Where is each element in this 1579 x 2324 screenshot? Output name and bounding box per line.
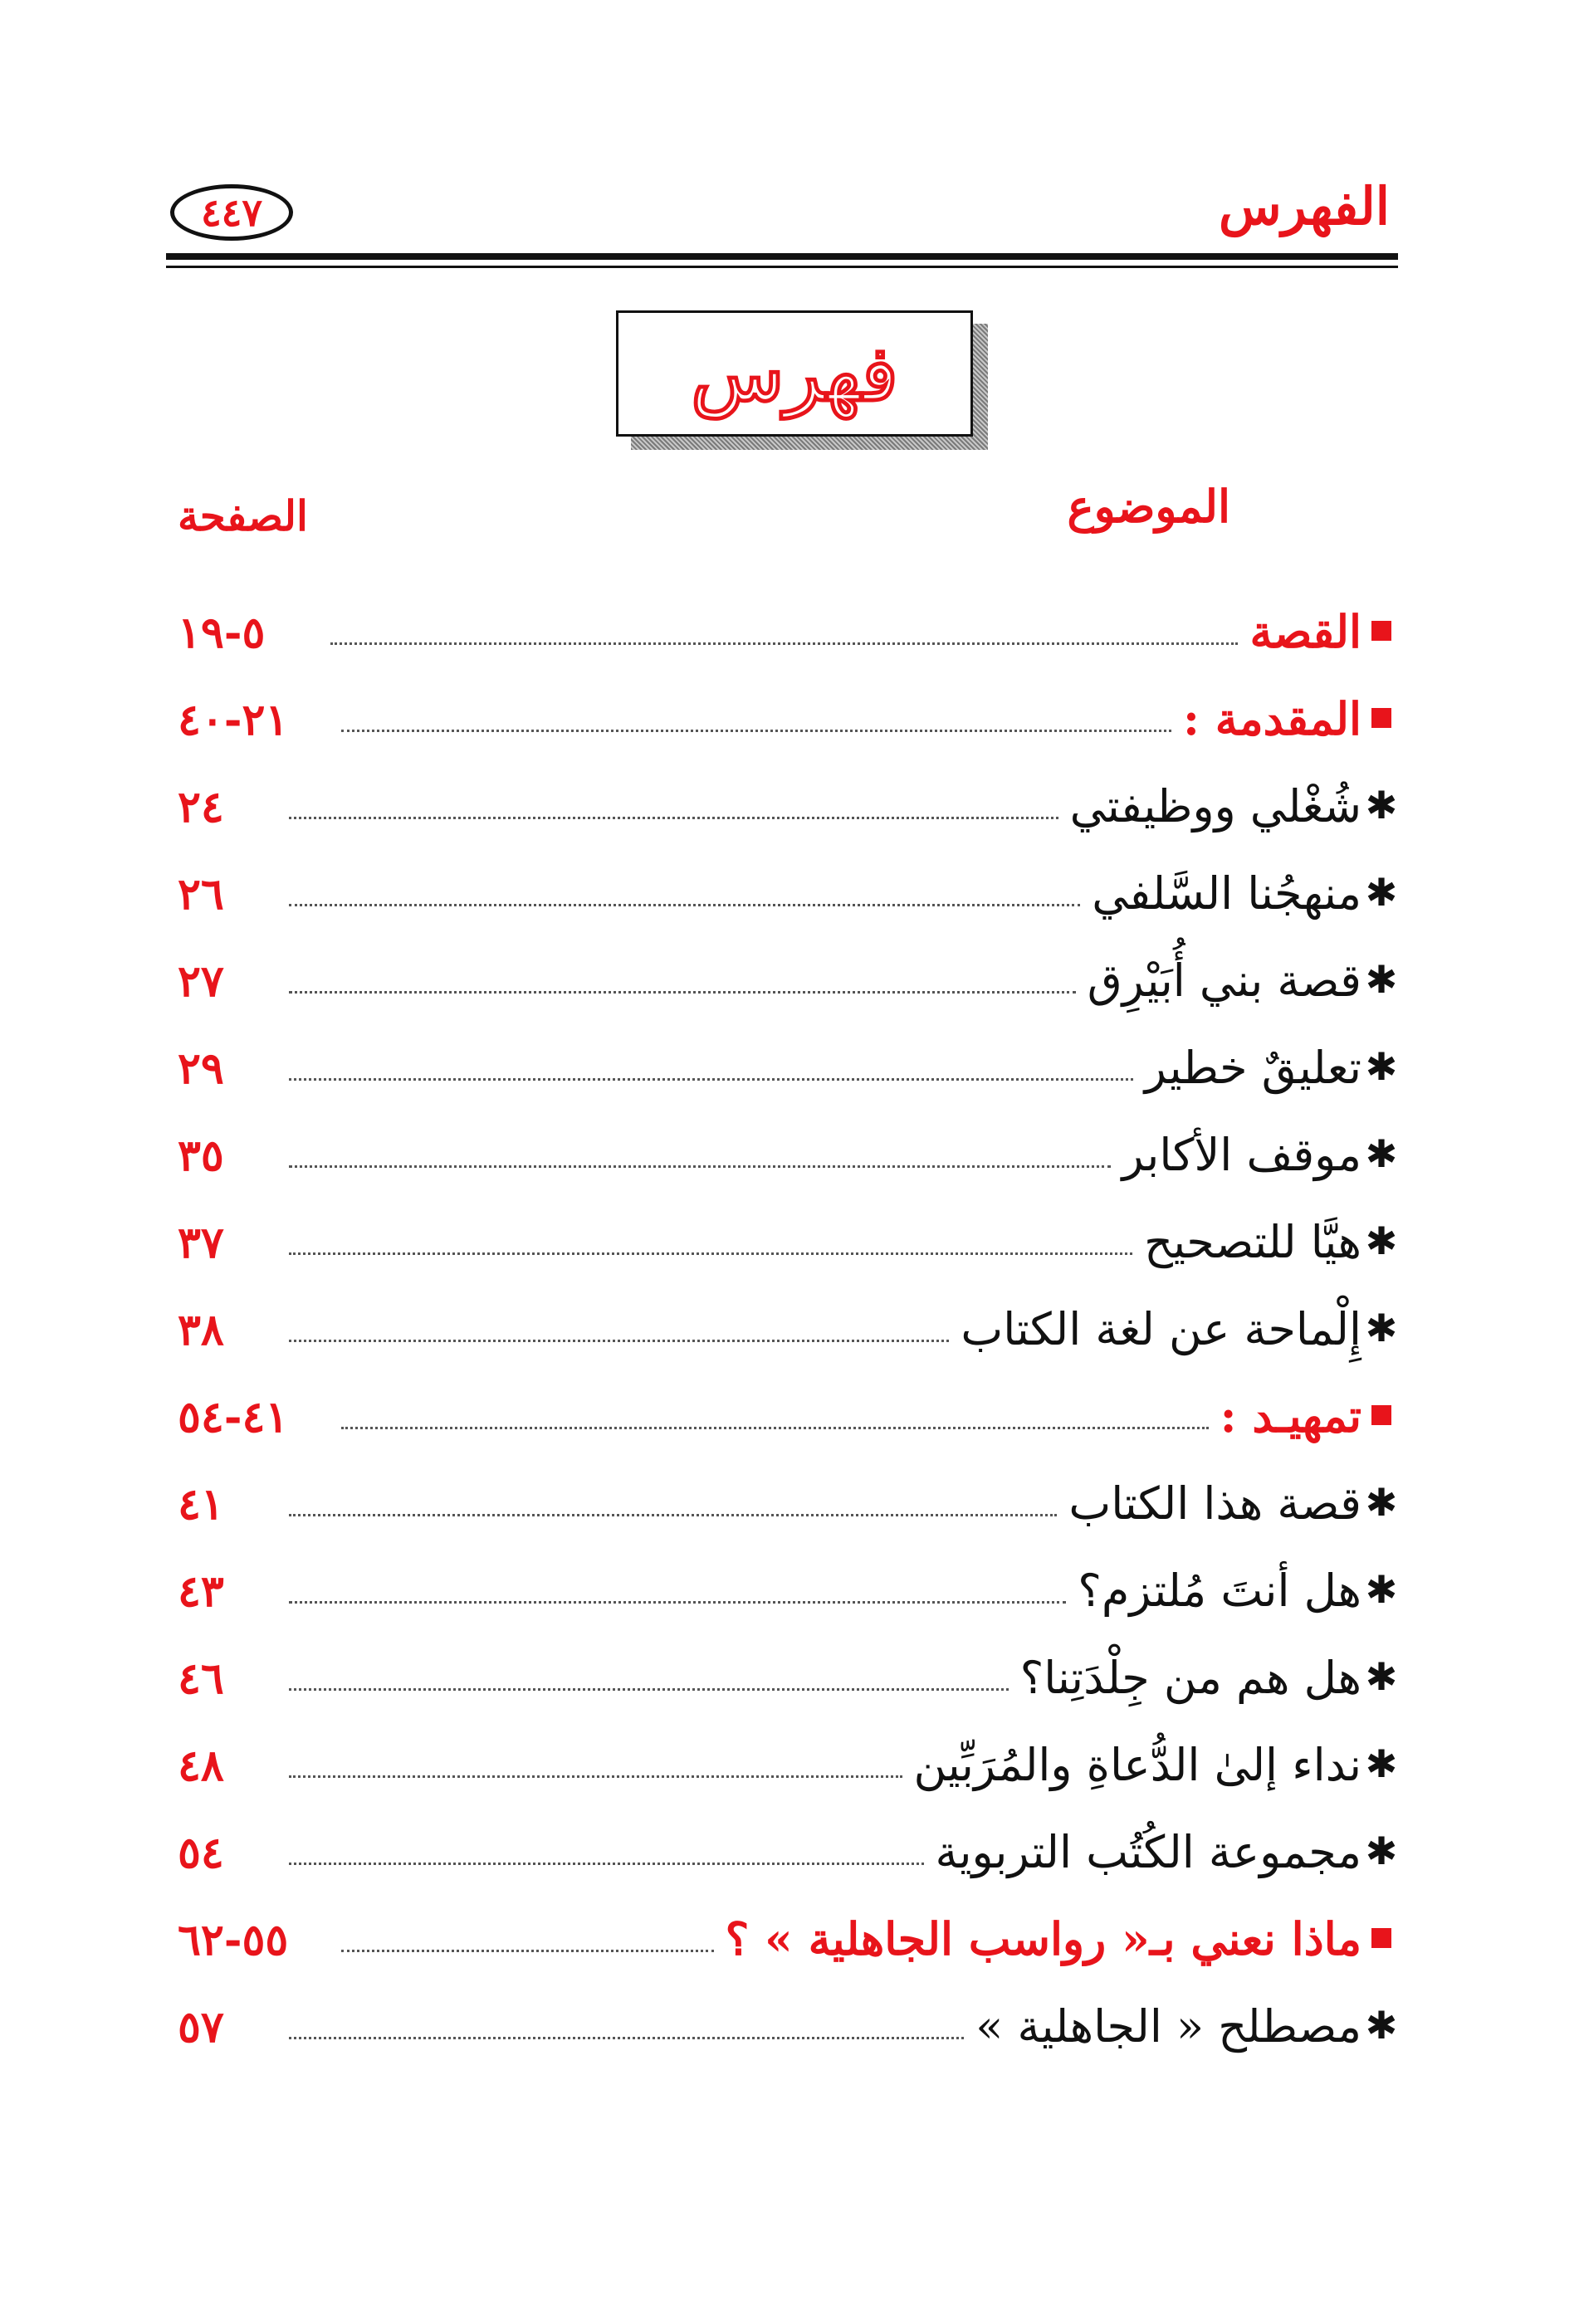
toc-entry-label: القصة	[1249, 604, 1361, 658]
toc-entry-page: ٥٤	[178, 1828, 224, 1878]
dot-leader	[341, 1949, 713, 1952]
toc-entry-page: ٥٥-٦٢	[178, 1915, 289, 1965]
toc-entry-label: تعليقٌ خطير	[1144, 1041, 1361, 1094]
toc-entry-page: ٢٧	[178, 956, 224, 1007]
dot-leader	[289, 1687, 1009, 1691]
toc-entry-label: منهجُنا السَّلفي	[1092, 867, 1361, 920]
asterisk-bullet-icon: ✱	[1365, 1218, 1398, 1263]
toc-item-row[interactable]	[178, 1967, 1401, 2054]
toc-section-row[interactable]	[178, 660, 1401, 747]
toc-entry-page: ٢٩	[178, 1043, 224, 1094]
toc-entry-label: قصة هذا الكتاب	[1068, 1477, 1361, 1530]
dot-leader	[289, 1077, 1133, 1081]
asterisk-bullet-icon	[1361, 950, 1401, 1008]
dot-leader	[289, 903, 1080, 906]
asterisk-bullet-icon	[1361, 1038, 1401, 1096]
toc-section-row[interactable]	[178, 1357, 1401, 1444]
toc-entry-page: ٤١-٥٤	[178, 1392, 289, 1443]
asterisk-bullet-icon	[1361, 776, 1401, 834]
dot-leader	[341, 1426, 1208, 1429]
asterisk-bullet-icon: ✱	[1365, 1741, 1398, 1786]
asterisk-bullet-icon	[1361, 1125, 1401, 1183]
dot-leader	[289, 1164, 1111, 1168]
toc-entry-label: موقف الأكابر	[1122, 1128, 1361, 1181]
column-header-page: الصفحة	[178, 491, 308, 540]
table-of-contents	[178, 573, 1401, 2054]
toc-entry-page: ٣٧	[178, 1218, 224, 1268]
header-rule-thick	[166, 253, 1398, 260]
dot-leader	[289, 1600, 1066, 1604]
asterisk-bullet-icon	[1361, 1996, 1401, 2054]
asterisk-bullet-icon	[1361, 863, 1401, 921]
red-square-bullet-icon	[1361, 1909, 1401, 1967]
asterisk-bullet-icon: ✱	[1365, 1567, 1398, 1612]
dot-leader	[289, 1513, 1057, 1516]
toc-item-row[interactable]	[178, 1183, 1401, 1270]
toc-entry-label: هيَّا للتصحيح	[1144, 1215, 1361, 1268]
red-square-bullet-icon	[1371, 1928, 1391, 1948]
red-square-bullet-icon	[1361, 689, 1401, 747]
toc-entry-page: ٢١-٤٠	[178, 695, 289, 745]
red-square-bullet-icon	[1361, 602, 1401, 660]
toc-item-row[interactable]	[178, 1706, 1401, 1793]
red-square-bullet-icon	[1371, 621, 1391, 641]
toc-item-row[interactable]	[178, 921, 1401, 1008]
toc-entry-page: ٣٥	[178, 1130, 224, 1181]
asterisk-bullet-icon: ✱	[1365, 1044, 1398, 1089]
toc-entry-label: المقدمة :	[1183, 691, 1361, 745]
toc-entry-label: هل هم من جِلْدَتِنا؟	[1019, 1651, 1361, 1704]
red-square-bullet-icon	[1371, 708, 1391, 728]
toc-entry-label: نداء إلىٰ الدُّعاةِ والمُرَبِّين	[913, 1738, 1361, 1791]
toc-entry-label: ماذا نعني بـ« رواسب الجاهلية » ؟	[725, 1911, 1361, 1965]
asterisk-bullet-icon: ✱	[1365, 1654, 1398, 1699]
toc-entry-page: ٥٧	[178, 2002, 224, 2053]
toc-entry-page: ٥-١٩	[178, 608, 266, 658]
asterisk-bullet-icon: ✱	[1365, 957, 1398, 1002]
toc-entry-label: إِلْماحة عن لغة الكتاب	[961, 1302, 1361, 1355]
asterisk-bullet-icon	[1361, 1473, 1401, 1531]
page-number-badge: ٤٤٧	[170, 184, 293, 241]
toc-item-row[interactable]	[178, 1793, 1401, 1880]
toc-entry-label: شُغْلي ووظيفتي	[1069, 779, 1361, 832]
dot-leader	[341, 729, 1171, 732]
toc-item-row[interactable]	[178, 1008, 1401, 1096]
toc-entry-label: قصة بني أُبَيْرِق	[1087, 954, 1361, 1007]
asterisk-bullet-icon: ✱	[1365, 2003, 1398, 2048]
toc-entry-label: هل أنتَ مُلتزم؟	[1078, 1564, 1361, 1617]
toc-item-row[interactable]	[178, 1444, 1401, 1531]
toc-item-row[interactable]	[178, 747, 1401, 834]
dot-leader	[289, 1339, 949, 1342]
dot-leader	[330, 642, 1238, 645]
asterisk-bullet-icon	[1361, 1560, 1401, 1618]
asterisk-bullet-icon: ✱	[1365, 1131, 1398, 1176]
asterisk-bullet-icon: ✱	[1365, 870, 1398, 915]
toc-entry-page: ٤٨	[178, 1741, 224, 1791]
index-title-box	[616, 310, 973, 437]
toc-entry-label: تمهيـد :	[1220, 1389, 1361, 1443]
asterisk-bullet-icon	[1361, 1648, 1401, 1706]
toc-entry-page: ٢٦	[178, 869, 224, 920]
running-header-title: الفهرس	[1219, 176, 1390, 237]
toc-item-row[interactable]	[178, 1270, 1401, 1357]
asterisk-bullet-icon	[1361, 1299, 1401, 1357]
asterisk-bullet-icon	[1361, 1212, 1401, 1270]
dot-leader	[289, 816, 1058, 819]
dot-leader	[289, 1252, 1132, 1255]
toc-entry-page: ٤١	[178, 1479, 224, 1530]
index-title: فهرس	[691, 329, 898, 418]
toc-entry-label: مجموعة الكُتُب التربوية	[935, 1825, 1361, 1878]
toc-section-row[interactable]	[178, 1880, 1401, 1967]
dot-leader	[289, 2036, 964, 2039]
asterisk-bullet-icon	[1361, 1735, 1401, 1793]
header-rule-thin	[166, 266, 1398, 268]
toc-entry-page: ٣٨	[178, 1305, 224, 1355]
toc-entry-page: ٢٤	[178, 782, 224, 832]
toc-item-row[interactable]	[178, 1618, 1401, 1706]
toc-item-row[interactable]	[178, 1531, 1401, 1618]
asterisk-bullet-icon: ✱	[1365, 1828, 1398, 1873]
dot-leader	[289, 1862, 924, 1865]
toc-item-row[interactable]	[178, 1096, 1401, 1183]
toc-entry-page: ٤٦	[178, 1653, 224, 1704]
toc-entry-label: مصطلح « الجاهلية »	[975, 1999, 1361, 2053]
toc-entry-page: ٤٣	[178, 1566, 224, 1617]
dot-leader	[289, 990, 1076, 994]
dot-leader	[289, 1775, 902, 1778]
toc-section-row[interactable]	[178, 573, 1401, 660]
column-header-topic: الموضوع	[1067, 480, 1230, 533]
asterisk-bullet-icon: ✱	[1365, 1306, 1398, 1350]
asterisk-bullet-icon: ✱	[1365, 783, 1398, 828]
toc-item-row[interactable]	[178, 834, 1401, 921]
asterisk-bullet-icon: ✱	[1365, 1480, 1398, 1525]
red-square-bullet-icon	[1361, 1386, 1401, 1444]
red-square-bullet-icon	[1371, 1405, 1391, 1425]
asterisk-bullet-icon	[1361, 1822, 1401, 1880]
